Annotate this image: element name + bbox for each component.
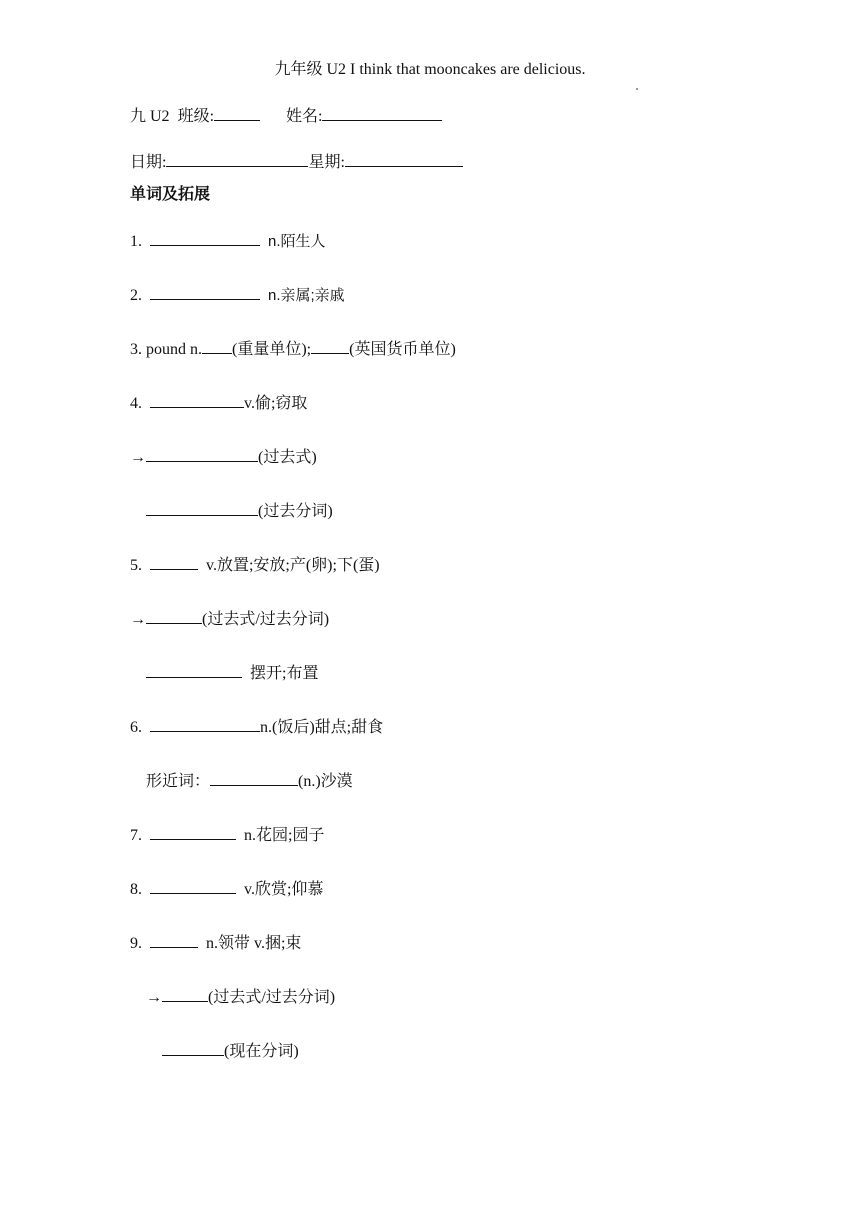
- answer-blank[interactable]: [150, 716, 260, 732]
- form-label: (n.)沙漠: [298, 773, 353, 790]
- unit-label: 九 U2: [130, 108, 170, 125]
- form-label: (过去式/过去分词): [208, 989, 336, 1006]
- item-number: 4.: [130, 395, 142, 412]
- answer-blank[interactable]: [210, 770, 298, 786]
- list-item: [162, 1040, 299, 1062]
- name-field[interactable]: [322, 105, 442, 121]
- item-definition: (重量单位);: [232, 341, 312, 358]
- list-item: [130, 446, 317, 468]
- name-label: 姓名:: [286, 108, 323, 125]
- list-item: [146, 662, 318, 684]
- list-item: [146, 500, 333, 522]
- list-item: [130, 392, 307, 414]
- answer-blank[interactable]: [150, 932, 198, 948]
- item-number: 2.: [130, 287, 142, 304]
- list-item: [130, 932, 301, 954]
- date-label: 日期:: [130, 154, 167, 171]
- list-item: [130, 230, 326, 252]
- form-label: (过去式/过去分词): [202, 611, 330, 628]
- answer-blank[interactable]: [162, 1040, 224, 1056]
- form-label: (过去分词): [258, 503, 333, 520]
- answer-blank[interactable]: [162, 986, 208, 1002]
- answer-blank[interactable]: [150, 284, 260, 300]
- item-definition: n.(饭后)甜点;甜食: [260, 719, 384, 736]
- item-number: 1.: [130, 233, 142, 250]
- item-definition: v.放置;安放;产(卵);下(蛋): [206, 557, 380, 574]
- list-item: [130, 878, 323, 900]
- item-definition: v.欣赏;仰慕: [244, 881, 324, 898]
- item-definition: v.偷;窃取: [244, 395, 308, 412]
- date-field[interactable]: [166, 151, 308, 167]
- list-item: [130, 824, 324, 846]
- info-line-2: [130, 151, 463, 173]
- item-number: 7.: [130, 827, 142, 844]
- item-definition: n.领带 v.捆;束: [206, 935, 302, 952]
- answer-blank[interactable]: [150, 824, 236, 840]
- page-title: 九年级 U2 I think that mooncakes are delicious.: [274, 61, 586, 78]
- class-label: 班级:: [177, 108, 215, 125]
- answer-blank[interactable]: [146, 608, 202, 624]
- weekday-label: 星期:: [308, 154, 345, 171]
- weekday-field[interactable]: [345, 151, 463, 167]
- item-number: 6.: [130, 719, 142, 736]
- phrase-definition: 摆开;布置: [250, 665, 319, 682]
- list-item: [130, 284, 345, 306]
- class-field[interactable]: [214, 105, 260, 121]
- item-definition: n.亲属;亲戚: [268, 287, 345, 304]
- item-number: 9.: [130, 935, 142, 952]
- stray-dot: [636, 88, 638, 90]
- item-number: 8.: [130, 881, 142, 898]
- item-word: pound n.: [146, 341, 202, 358]
- answer-blank[interactable]: [146, 500, 258, 516]
- item-definition: (英国货币单位): [349, 341, 456, 358]
- list-item: [130, 716, 383, 738]
- list-item: [130, 554, 380, 576]
- list-item: [146, 770, 353, 792]
- item-number: 5.: [130, 557, 142, 574]
- answer-blank[interactable]: [311, 338, 349, 354]
- list-item: [130, 338, 456, 360]
- answer-blank[interactable]: [150, 878, 236, 894]
- answer-blank[interactable]: [146, 662, 242, 678]
- item-definition: n.花园;园子: [244, 827, 325, 844]
- answer-blank[interactable]: [150, 230, 260, 246]
- answer-blank[interactable]: [202, 338, 232, 354]
- answer-blank[interactable]: [146, 446, 258, 462]
- answer-blank[interactable]: [150, 554, 198, 570]
- info-line-1: [130, 105, 442, 127]
- item-number: 3.: [130, 341, 142, 358]
- arrow: →: [130, 611, 146, 628]
- arrow: →: [130, 449, 146, 466]
- answer-blank[interactable]: [150, 392, 244, 408]
- form-label: (现在分词): [224, 1043, 299, 1060]
- similar-word-label: 形近词：: [146, 773, 211, 790]
- item-definition: n.陌生人: [268, 233, 326, 250]
- list-item: [130, 608, 329, 630]
- arrow: →: [146, 989, 162, 1006]
- section-heading: 单词及拓展: [130, 186, 211, 203]
- list-item: [146, 986, 335, 1008]
- form-label: (过去式): [258, 449, 317, 466]
